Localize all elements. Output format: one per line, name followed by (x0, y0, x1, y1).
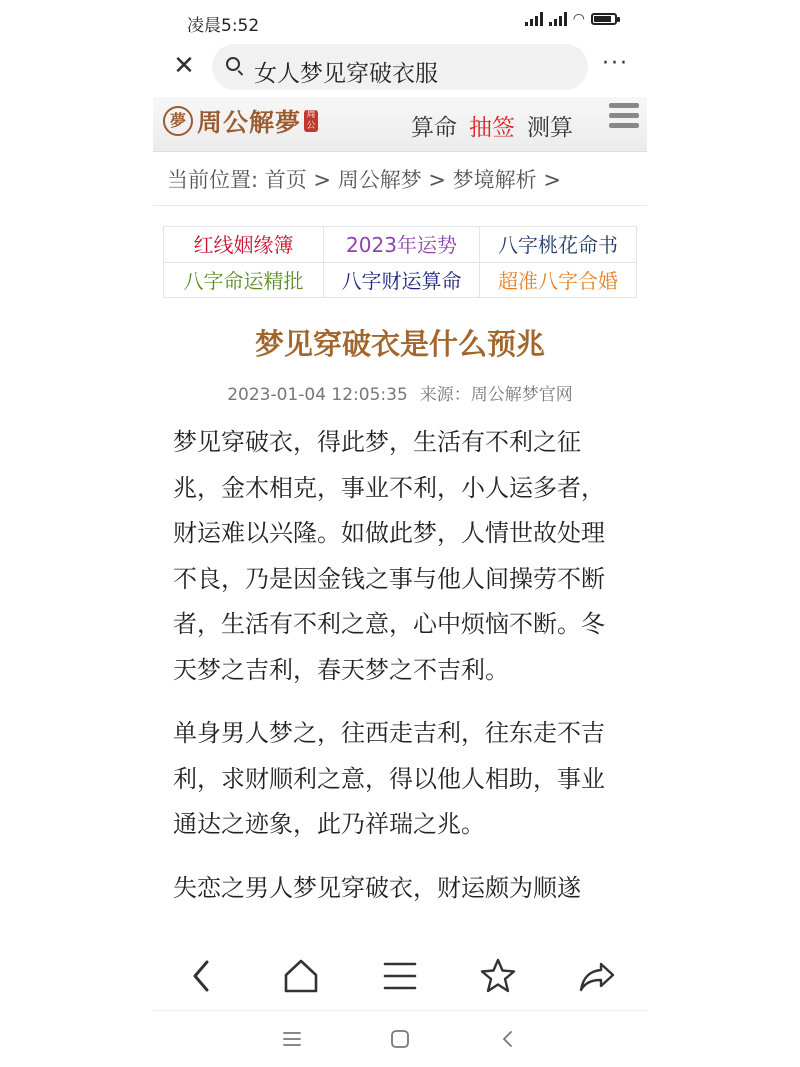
grid-link[interactable]: 2023年运势 (324, 227, 480, 263)
status-bar (153, 0, 647, 40)
status-time: 凌晨5:52 (187, 16, 260, 36)
grid-link[interactable]: 八字命运精批 (164, 263, 324, 298)
site-logo[interactable] (163, 103, 318, 139)
favorite-star-icon[interactable] (478, 956, 518, 996)
nav-item-cesuan[interactable]: 测算 (527, 115, 573, 141)
article-paragraph: 梦见穿破衣，得此梦，生活有不利之征兆，金木相克，事业不利，小人运多者，财运难以兴隆。如做此梦，人情世故处理不良，乃是因金钱之事与他人间操劳不断者，生活有不利之意，心中烦恼不断。冬天梦之吉利，春天梦之不吉利。 (173, 428, 605, 684)
article-source: 来源：周公解梦官网 (419, 385, 573, 405)
more-options-icon[interactable]: ··· (602, 51, 629, 76)
hamburger-menu-icon[interactable] (609, 103, 639, 135)
link-grid (163, 226, 637, 298)
battery-icon (591, 13, 617, 25)
browser-toolbar (153, 944, 647, 1011)
status-icons (525, 12, 617, 26)
share-icon[interactable] (577, 956, 617, 996)
battery-level (594, 16, 611, 22)
grid-link[interactable]: 红线姻缘簿 (164, 227, 324, 263)
search-icon (226, 57, 240, 71)
site-nav (411, 109, 573, 142)
article-paragraph: 单身男人梦之，往西走吉利，往东走不吉利，求财顺利之意，得以他人相助，事业通达之迹象，此乃祥瑞之兆。 (173, 719, 605, 838)
close-icon[interactable]: ✕ (173, 51, 195, 81)
article-date: 2023-01-04 12:05:35 (227, 385, 408, 405)
system-nav-bar (153, 1011, 647, 1067)
home-square-icon[interactable] (388, 1027, 412, 1051)
logo-seal: 周公 (304, 110, 318, 132)
search-query: 女人梦见穿破衣服 (254, 61, 438, 87)
recent-apps-icon[interactable] (280, 1027, 304, 1051)
phone-screen (153, 0, 647, 1067)
article-paragraph: 失恋之男人梦见穿破衣，财运颇为顺遂 (173, 873, 581, 902)
grid-link[interactable]: 超准八字合婚 (498, 269, 618, 293)
site-header (153, 97, 647, 152)
wifi-icon: ◠ (572, 11, 585, 27)
breadcrumb[interactable]: 当前位置: 首页 > 周公解梦 > 梦境解析 > (167, 168, 561, 192)
nav-item-suanming[interactable]: 算命 (411, 115, 457, 141)
article-title: 梦见穿破衣是什么预兆 (254, 327, 545, 361)
divider (153, 205, 647, 206)
back-icon[interactable] (183, 956, 223, 996)
signal-2-icon (549, 12, 567, 26)
home-icon[interactable] (281, 956, 321, 996)
back-triangle-icon[interactable] (496, 1027, 520, 1051)
signal-1-icon (525, 12, 543, 26)
logo-badge-icon: 夢 (163, 106, 193, 136)
article-body (173, 420, 623, 929)
address-bar (153, 43, 647, 91)
nav-item-chouqian[interactable]: 抽签 (469, 115, 515, 141)
menu-icon[interactable] (380, 956, 420, 996)
grid-link[interactable]: 八字桃花命书 (480, 227, 636, 263)
search-input[interactable] (212, 44, 588, 90)
logo-name: 周公解夢 (197, 108, 302, 137)
grid-link[interactable]: 八字财运算命 (324, 263, 480, 298)
article-meta (153, 380, 647, 405)
